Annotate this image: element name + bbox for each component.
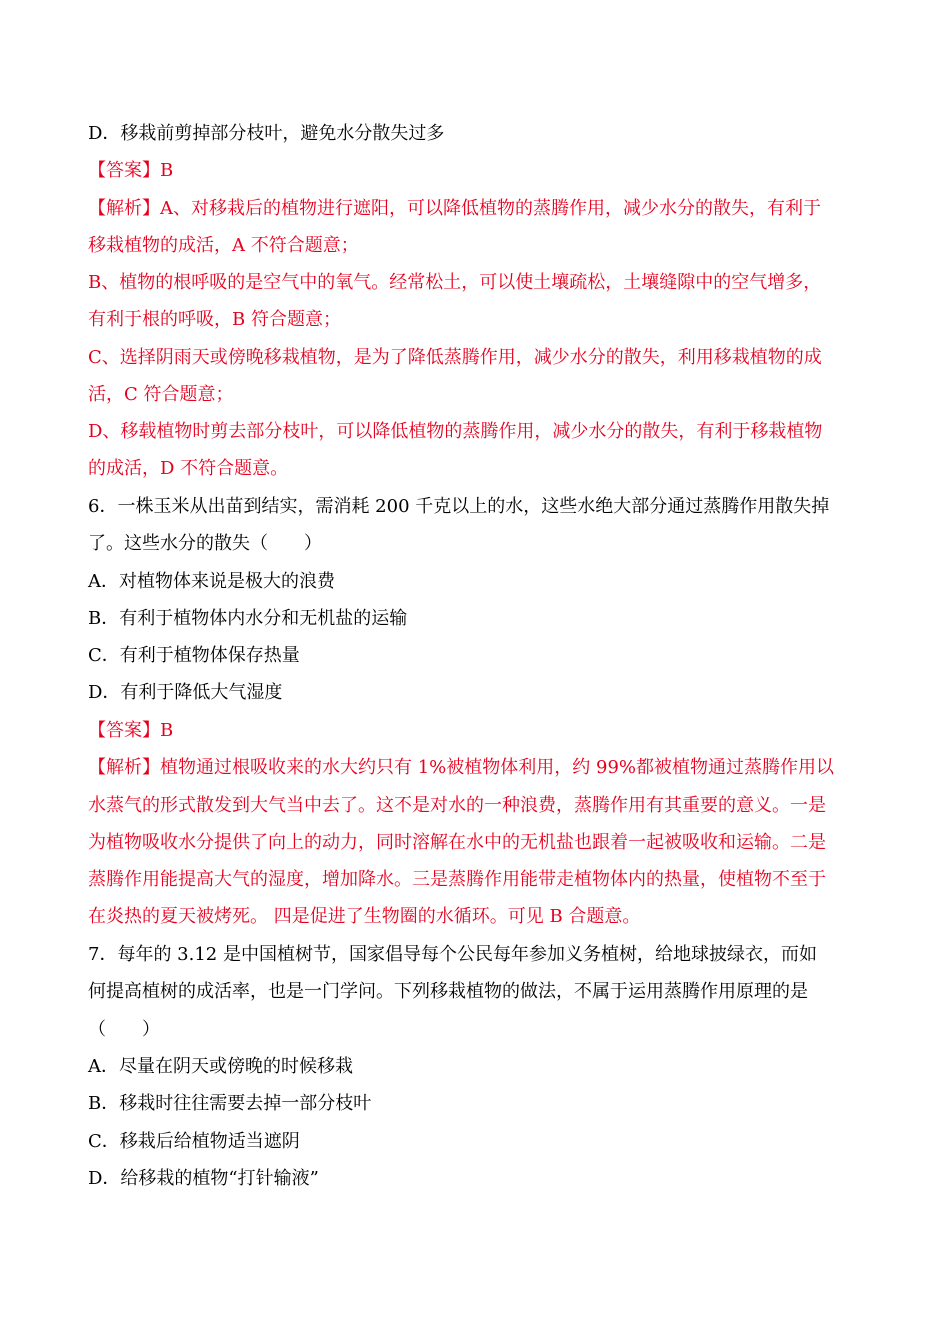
q5-analysis-line: C、选择阴雨天或傍晚移栽植物，是为了降低蒸腾作用，减少水分的散失，利用移栽植物的成 — [88, 347, 822, 368]
q5-analysis-line: D、移载植物时剪去部分枝叶，可以降低植物的蒸腾作用，减少水分的散失，有利于移栽植物 — [88, 421, 823, 442]
q5-analysis-line: 有利于根的呼吸，B 符合题意； — [88, 309, 341, 330]
q6-analysis-line: 水蒸气的形式散发到大气当中去了。这不是对水的一种浪费，蒸腾作用有其重要的意义。一是 — [88, 795, 826, 816]
q5-analysis-line: 【解析】A、对移栽后的植物进行遮阳，可以降低植物的蒸腾作用，减少水分的散失，有利于 — [88, 198, 821, 219]
q5-analysis-line: 移栽植物的成活，A 不符合题意； — [88, 235, 359, 256]
q5-analysis-line: B、植物的根呼吸的是空气中的氧气。经常松土，可以使土壤疏松，土壤缝隙中的空气增多， — [88, 272, 822, 293]
q6-option-b: B．有利于植物体内水分和无机盐的运输 — [88, 608, 408, 629]
q7-option-d: D．给移栽的植物“打针输液” — [88, 1168, 319, 1189]
q6-option-a: A．对植物体来说是极大的浪费 — [88, 571, 335, 592]
q6-analysis-line: 蒸腾作用能提高大气的湿度，增加降水。三是蒸腾作用能带走植物体内的热量，使植物不至于 — [88, 869, 826, 890]
q5-answer: 【答案】B — [88, 160, 174, 181]
q7-option-c: C．移栽后给植物适当遮阴 — [88, 1131, 300, 1152]
q6-option-d: D．有利于降低大气湿度 — [88, 682, 283, 703]
q6-option-c: C．有利于植物体保存热量 — [88, 645, 300, 666]
q7-option-b: B．移栽时往往需要去掉一部分枝叶 — [88, 1093, 372, 1114]
q5-option-d: D．移栽前剪掉部分枝叶，避免水分散失过多 — [88, 123, 445, 144]
q7-stem-line: 何提高植树的成活率，也是一门学问。下列移栽植物的做法，不属于运用蒸腾作用原理的是 — [88, 981, 808, 1002]
q7-option-a: A．尽量在阴天或傍晚的时候移栽 — [88, 1056, 353, 1077]
q6-analysis-line: 【解析】植物通过根吸收来的水大约只有 1%被植物体利用，约 99%都被植物通过蒸腾作用以 — [88, 757, 835, 778]
q5-analysis-line: 的成活，D 不符合题意。 — [88, 458, 289, 479]
q7-stem-line: 7．每年的 3.12 是中国植树节，国家倡导每个公民每年参加义务植树，给地球披绿衣，而如 — [88, 944, 817, 965]
q6-answer: 【答案】B — [88, 720, 174, 741]
q5-analysis-line: 活，C 符合题意； — [88, 384, 234, 405]
q6-stem-line: 了。这些水分的散失（ ） — [88, 533, 322, 554]
q6-analysis-line: 在炎热的夏天被烤死。 四是促进了生物圈的水循环。可见 B 合题意。 — [88, 906, 641, 927]
q6-analysis-line: 为植物吸收水分提供了向上的动力，同时溶解在水中的无机盐也跟着一起被吸收和运输。二是 — [88, 832, 826, 853]
q6-stem-line: 6．一株玉米从出苗到结实，需消耗 200 千克以上的水，这些水绝大部分通过蒸腾作用散失掉 — [88, 496, 830, 517]
q7-stem-line: （ ） — [88, 1019, 160, 1040]
